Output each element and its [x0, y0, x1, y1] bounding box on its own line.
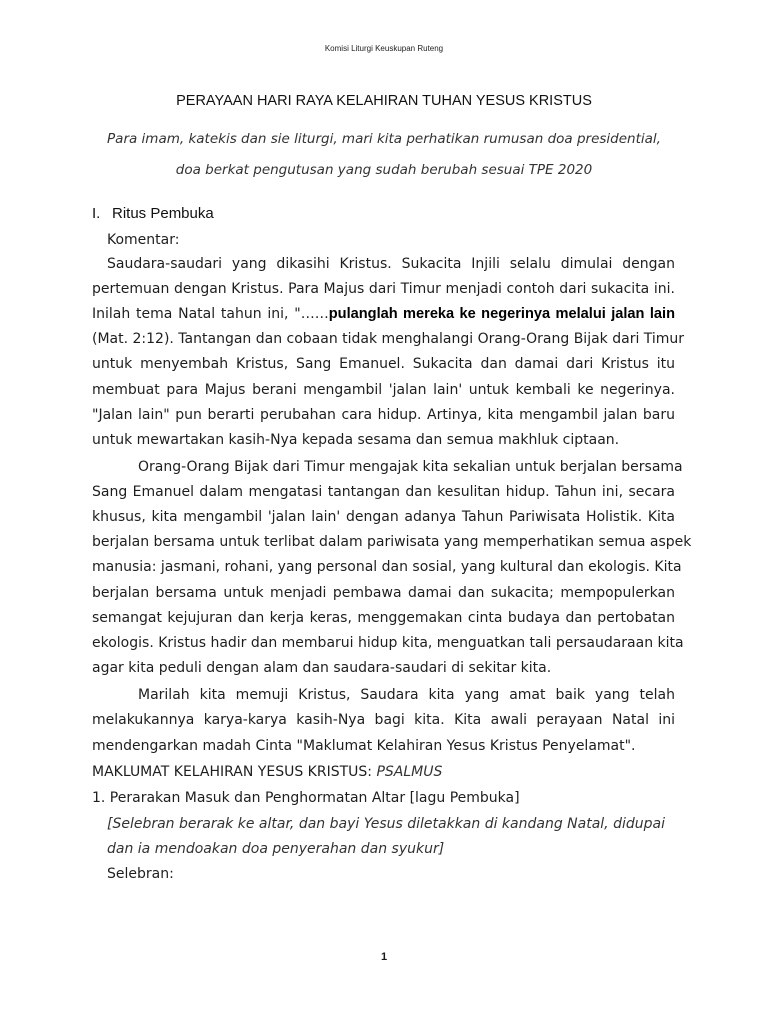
para1-line-4: (Mat. 2:12). Tantangan dan cobaan tidak menghalangi Orang-Orang Bijak dari Timur: [92, 331, 685, 347]
section-number: I.: [92, 205, 101, 222]
para1-line-3-text: Inilah tema Natal tahun ini, "……: [92, 306, 329, 322]
para2-line-3: khusus, kita mengambil 'jalan lain' dengan adanya Tahun Pariwisata Holistik. Kita: [92, 509, 675, 525]
intro-line-1: Para imam, katekis dan sie liturgi, mari kita perhatikan rumusan doa presidential,: [107, 131, 661, 147]
para2-line-9: agar kita peduli dengan alam dan saudara-saudari di sekitar kita.: [92, 660, 552, 676]
bold-quote: pulanglah mereka ke negerinya melalui jalan lain: [328, 306, 675, 322]
para1-line-8: untuk mewartakan kasih-Nya kepada sesama dan semua makhluk ciptaan.: [92, 432, 620, 448]
para1-line-6: membuat para Majus berani mengambil 'jalan lain' untuk kembali ke negerinya.: [92, 382, 675, 398]
selebran-label: Selebran:: [107, 866, 174, 882]
para2-line-6: berjalan bersama untuk menjadi pembawa damai dan sukacita; mempopulerkan: [92, 585, 675, 601]
list-item-1: 1. Perarakan Masuk dan Penghormatan Altar [lagu Pembuka]: [92, 790, 520, 806]
para3-line-1: Marilah kita memuji Kristus, Saudara kita yang amat baik yang telah: [138, 687, 675, 703]
running-header: Komisi Liturgi Keuskupan Ruteng: [324, 44, 444, 53]
para2-line-8: ekologis. Kristus hadir dan membarui hidup kita, menguatkan tali persaudaraan kita: [92, 635, 684, 651]
maklumat-label: MAKLUMAT KELAHIRAN YESUS KRISTUS:: [92, 764, 372, 780]
para2-line-5: manusia: jasmani, rohani, yang personal dan sosial, yang kultural dan ekologis. Kita: [92, 559, 682, 575]
maklumat-italic: PSALMUS: [376, 764, 443, 780]
para1-line-1: Saudara-saudari yang dikasihi Kristus. Sukacita Injili selalu dimulai dengan: [107, 256, 675, 272]
page-number: 1: [380, 951, 388, 963]
para2-line-1: Orang-Orang Bijak dari Timur mengajak kita sekalian untuk berjalan bersama: [138, 459, 683, 475]
para2-line-4: berjalan bersama untuk terlibat dalam pariwisata yang memperhatikan semua aspek: [92, 534, 692, 550]
para1-line-2: pertemuan dengan Kristus. Para Majus dari Timur menjadi contoh dari sukacita ini.: [92, 281, 675, 297]
komentar-label: Komentar:: [107, 232, 180, 248]
section-label: Ritus Pembuka: [112, 205, 214, 222]
rubric-line-1: [Selebran berarak ke altar, dan bayi Yesus diletakkan di kandang Natal, didupai: [107, 816, 665, 832]
para1-line-3: [92, 305, 675, 323]
maklumat-heading: [92, 763, 675, 781]
para3-line-2: melakukannya karya-karya kasih-Nya bagi kita. Kita awali perayaan Natal ini: [92, 712, 675, 728]
para2-line-2: Sang Emanuel dalam mengatasi tantangan dan kesulitan hidup. Tahun ini, secara: [92, 484, 675, 500]
para2-line-7: semangat kejujuran dan kerja keras, menggemakan cinta budaya dan pertobatan: [92, 610, 675, 626]
para1-line-7: "Jalan lain" pun berarti perubahan cara hidup. Artinya, kita mengambil jalan baru: [92, 407, 675, 423]
para3-line-3: mendengarkan madah Cinta "Maklumat Kelahiran Yesus Kristus Penyelamat".: [92, 738, 636, 754]
para1-line-5: untuk menyembah Kristus, Sang Emanuel. Sukacita dan damai dari Kristus itu: [92, 356, 675, 372]
rubric-line-2: dan ia mendoakan doa penyerahan dan syukur]: [107, 841, 445, 857]
intro-line-2: doa berkat pengutusan yang sudah berubah sesuai TPE 2020: [175, 162, 593, 178]
page-title: PERAYAAN HARI RAYA KELAHIRAN TUHAN YESUS KRISTUS: [176, 93, 592, 109]
section-heading: [92, 205, 214, 222]
